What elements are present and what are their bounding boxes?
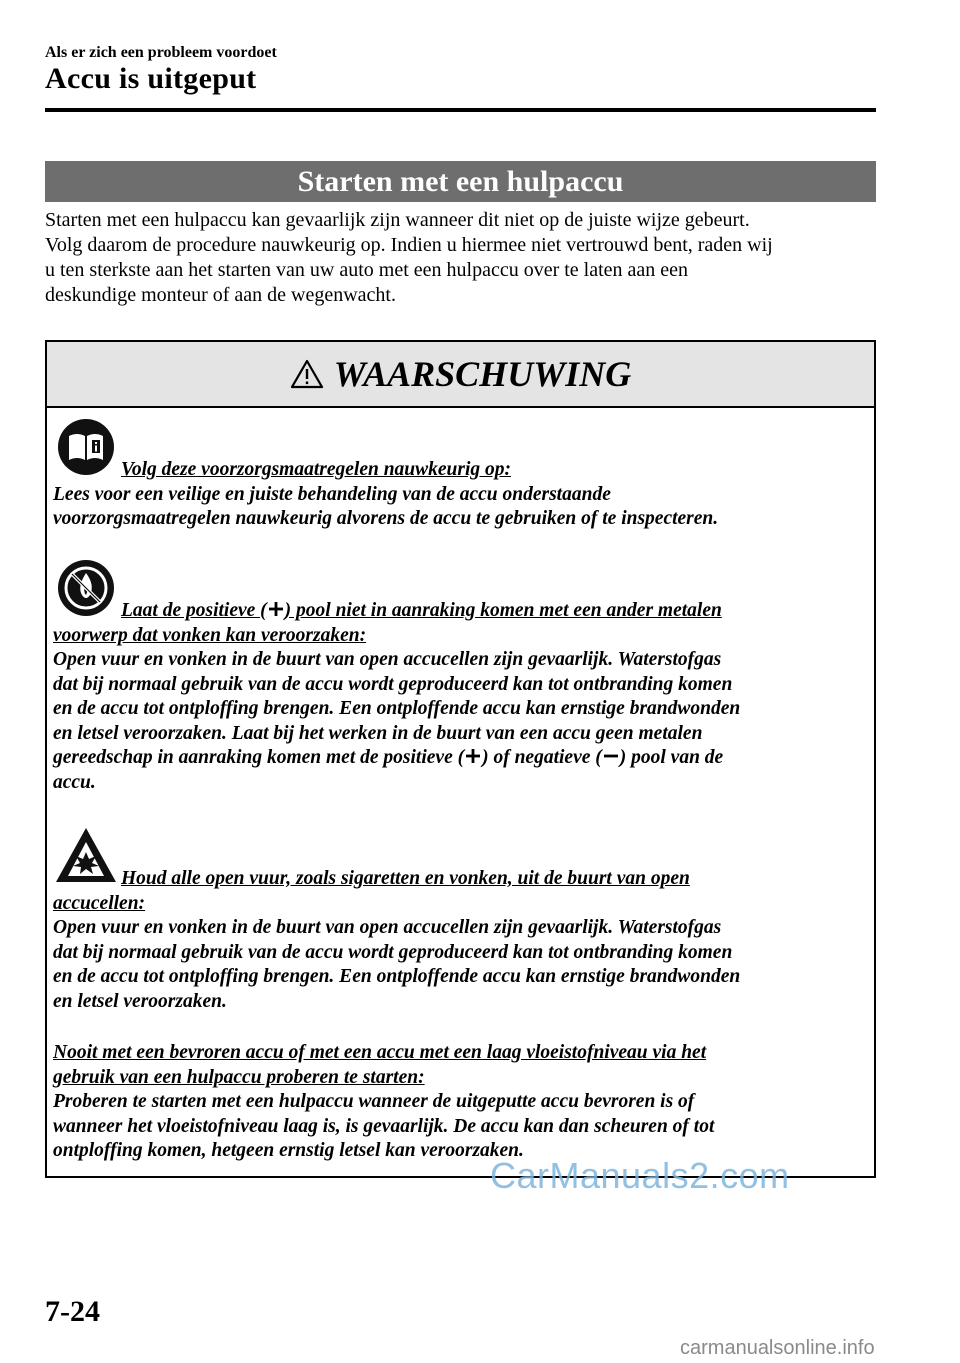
- block-heading: accucellen:: [53, 892, 146, 914]
- block-line: ontploffing komen, hetgeen ernstig letsel kan veroorzaken.: [53, 1140, 524, 1161]
- heading-text: ) pool niet in aanraking komen met een ander metalen: [284, 600, 722, 621]
- block-line: en de accu tot ontploffing brengen. Een ontploffende accu kan ernstige brandwonden: [53, 966, 741, 987]
- plus-sign-icon: [466, 748, 480, 764]
- intro-line: Volg daarom de procedure nauwkeurig op. Indien u hiermee niet vertrouwd bent, raden wij: [45, 234, 773, 256]
- plus-sign-icon: [269, 601, 283, 617]
- intro-paragraph: [45, 208, 880, 308]
- header-rule: [45, 108, 876, 112]
- intro-line: u ten sterkste aan het starten van uw auto met een hulpaccu over te laten aan een: [45, 259, 689, 281]
- block-line: Proberen te starten met een hulpaccu wanneer de uitgeputte accu bevroren is of: [53, 1091, 695, 1112]
- minus-sign-icon: [604, 748, 618, 764]
- watermark: CarManuals2.com: [490, 1155, 790, 1196]
- block-heading: [53, 599, 869, 624]
- block-line: Lees voor een veilige en juiste behandeling van de accu onderstaande: [53, 483, 611, 505]
- block-line: accu.: [53, 771, 96, 793]
- warning-header: [47, 342, 874, 408]
- block-line: wanneer het vloeistofniveau laag is, is gevaarlijk. De accu kan dan scheuren of tot: [53, 1115, 715, 1137]
- warning-title: WAARSCHUWING: [333, 354, 632, 394]
- page-number: 7-24: [45, 1295, 100, 1328]
- footer-site-link[interactable]: carmanualsonline.info: [680, 1337, 875, 1359]
- section-title: Starten met een hulpaccu: [45, 161, 876, 202]
- intro-line: Starten met een hulpaccu kan gevaarlijk zijn wanneer dit niet op de juiste wijze gebeurt.: [45, 209, 750, 231]
- heading-text: Laat de positieve (: [121, 600, 267, 621]
- block-line: Open vuur en vonken in de buurt van open accucellen zijn gevaarlijk. Waterstofgas: [53, 649, 722, 670]
- warning-block-3: [53, 867, 869, 1014]
- intro-line: deskundige monteur of aan de wegenwacht.: [45, 284, 396, 306]
- block-line: en letsel veroorzaken.: [53, 990, 227, 1012]
- line-text: ) pool van de: [619, 747, 724, 768]
- block-heading: Nooit met een bevroren accu of met een accu met een laag vloeistofniveau via het: [53, 1042, 707, 1063]
- block-heading: Houd alle open vuur, zoals sigaretten en vonken, uit de buurt van open: [121, 868, 690, 889]
- chapter-subtitle: Als er zich een probleem voordoet: [45, 44, 277, 61]
- block-heading: voorwerp dat vonken kan veroorzaken:: [53, 624, 367, 646]
- block-line: Open vuur en vonken in de buurt van open accucellen zijn gevaarlijk. Waterstofgas: [53, 917, 722, 938]
- line-text: ) of negatieve (: [482, 747, 602, 768]
- warning-box: [45, 340, 876, 1178]
- block-line: en letsel veroorzaken. Laat bij het werken in de buurt van een accu geen metalen: [53, 722, 703, 744]
- warning-block-4: [53, 1041, 869, 1164]
- block-line: [53, 746, 869, 771]
- block-line: dat bij normaal gebruik van de accu wordt geproduceerd kan tot ontbranding komen: [53, 673, 733, 695]
- block-line: dat bij normaal gebruik van de accu wordt geproduceerd kan tot ontbranding komen: [53, 941, 733, 963]
- warning-block-1: [53, 458, 869, 532]
- block-line: en de accu tot ontploffing brengen. Een ontploffende accu kan ernstige brandwonden: [53, 698, 741, 719]
- block-line: voorzorgsmaatregelen nauwkeurig alvorens de accu te gebruiken of te inspecteren.: [53, 508, 719, 529]
- block-heading: gebruik van een hulpaccu proberen te starten:: [53, 1066, 425, 1088]
- chapter-title: Accu is uitgeput: [45, 62, 257, 95]
- line-text: gereedschap in aanraking komen met de positieve (: [53, 747, 465, 768]
- block-heading: Volg deze voorzorgsmaatregelen nauwkeurig op:: [121, 459, 512, 480]
- warning-block-2: [53, 599, 869, 795]
- warning-triangle-icon: [290, 359, 324, 389]
